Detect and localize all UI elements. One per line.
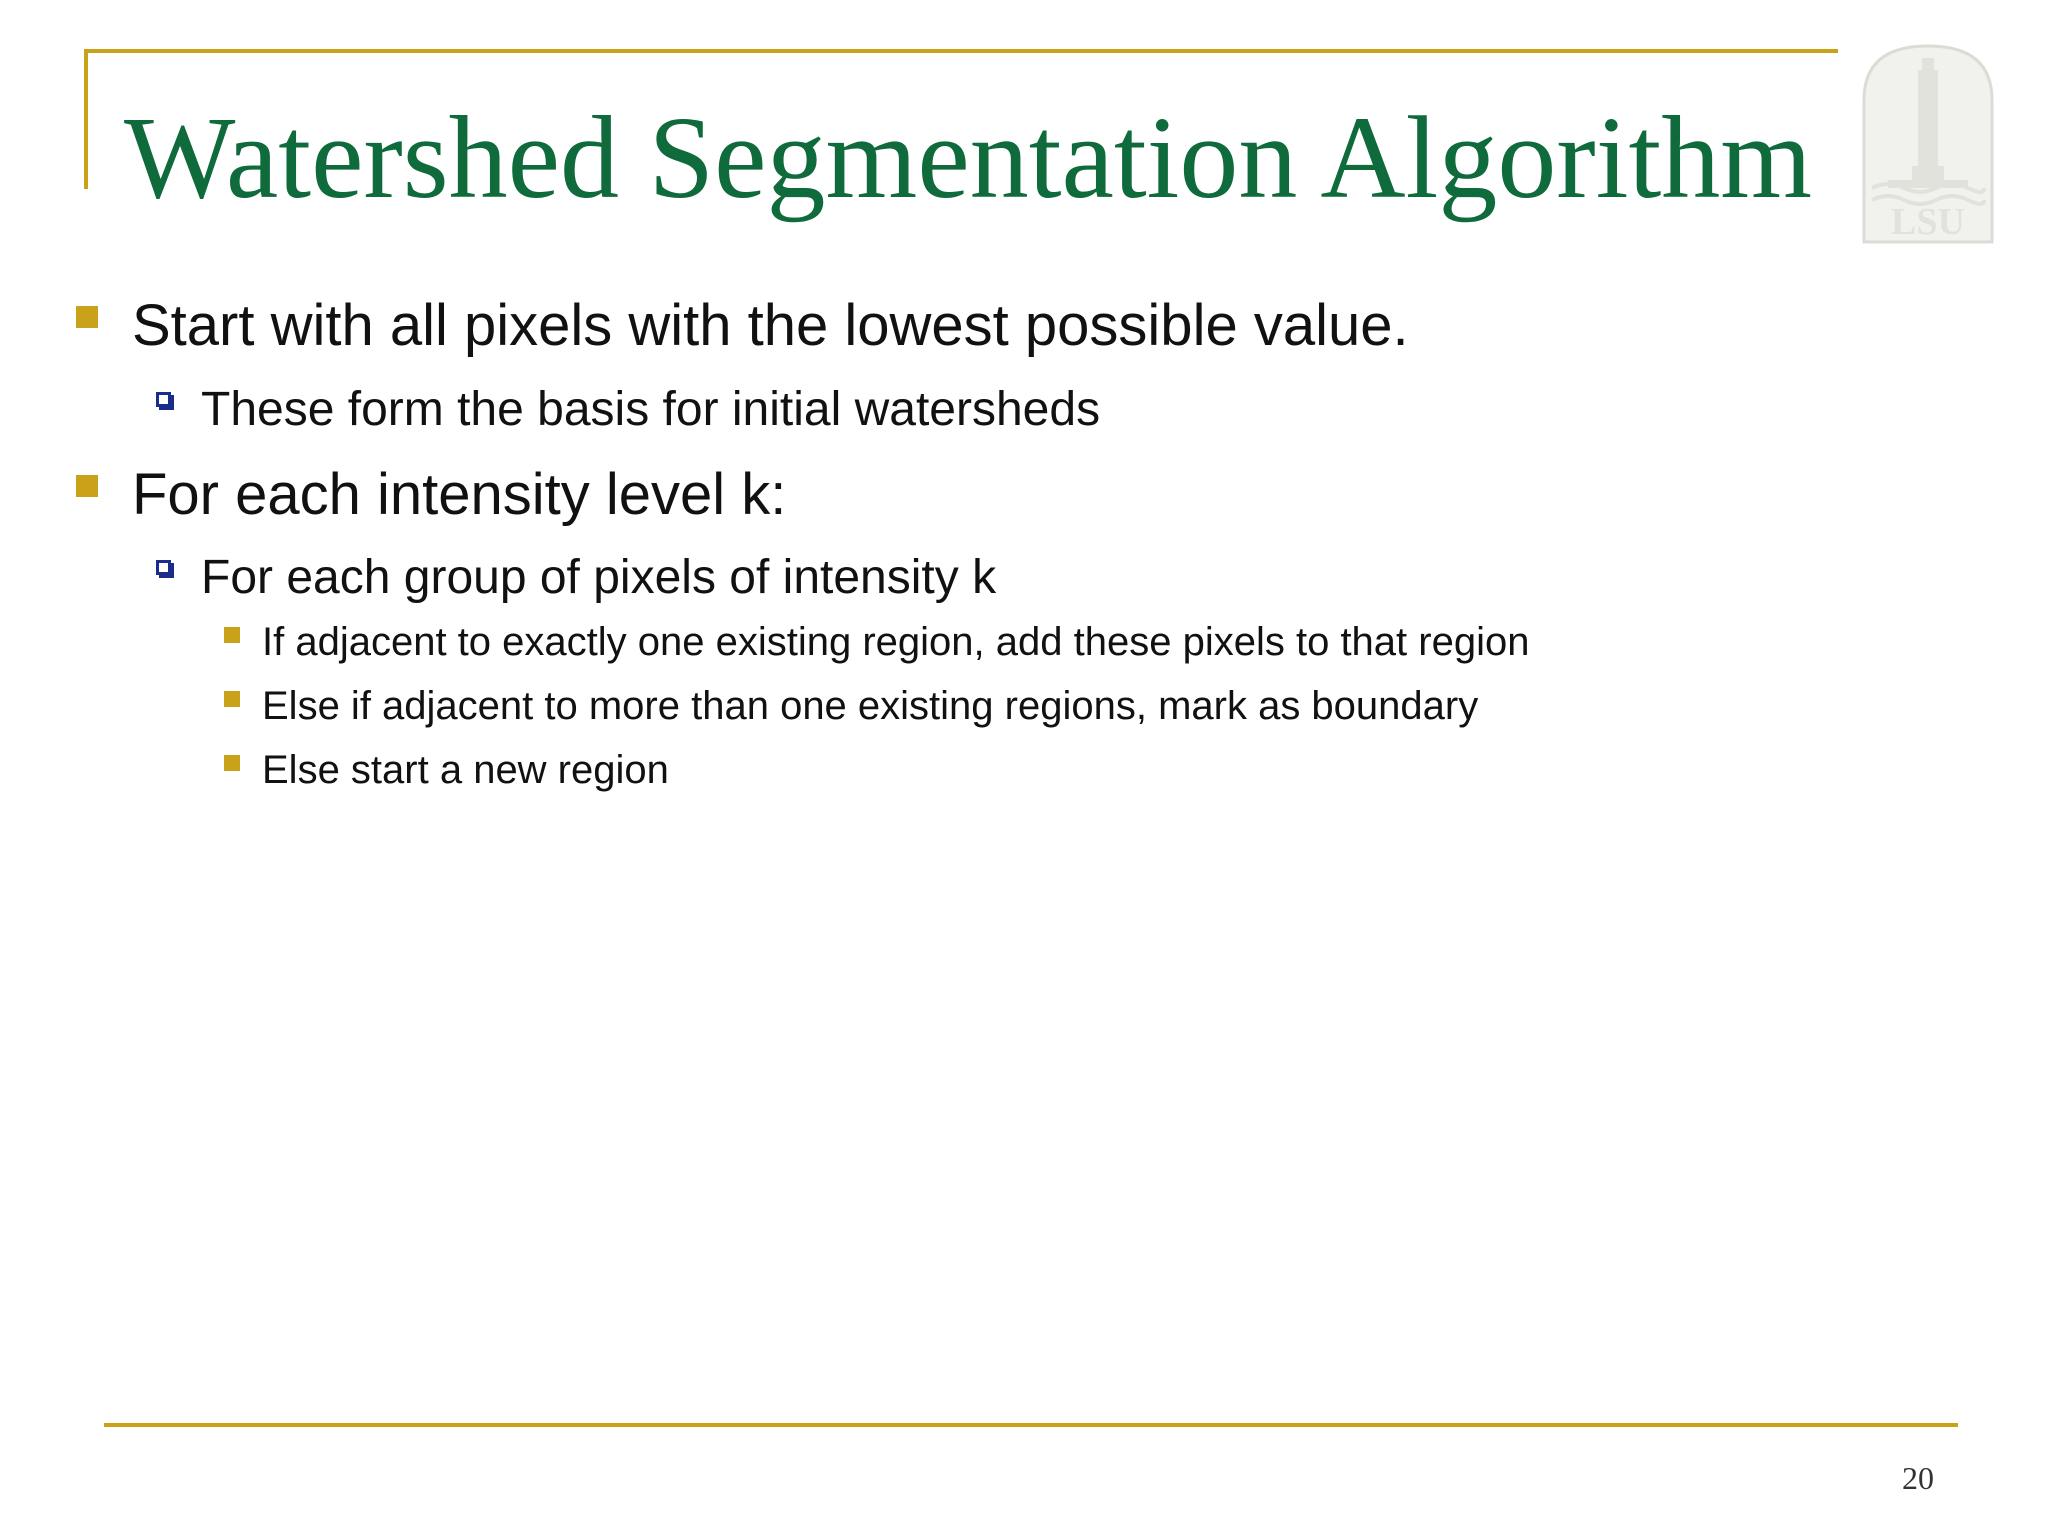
sub-sub-bullet-item: Else start a new region: [262, 748, 669, 792]
bullet-marker-square-icon: [224, 627, 240, 643]
bullet-marker-hollow-square-icon: [156, 392, 171, 407]
sub-bullet-item: For each group of pixels of intensity k: [201, 551, 997, 604]
sub-sub-bullet-item: Else if adjacent to more than one existing regions, mark as boundary: [262, 684, 1479, 728]
bullet-marker-square-icon: [76, 306, 98, 328]
sub-sub-bullet-item: If adjacent to exactly one existing region, add these pixels to that region: [262, 620, 1530, 664]
lsu-tower-logo-icon: [1858, 40, 1998, 244]
bullet-marker-square-icon: [76, 475, 98, 497]
bullet-item: Start with all pixels with the lowest possible value.: [132, 293, 1409, 358]
bullet-marker-square-icon: [224, 691, 240, 707]
title-frame-top-rule: [84, 49, 1838, 53]
bullet-marker-square-icon: [224, 755, 240, 771]
title-frame-left-rule: [84, 49, 88, 189]
logo-text: LSU: [1891, 201, 1965, 243]
bullet-item: For each intensity level k:: [132, 462, 787, 527]
footer-rule: [104, 1423, 1958, 1427]
sub-bullet-item: These form the basis for initial watersheds: [201, 383, 1101, 436]
page-number: 20: [1902, 1460, 1934, 1496]
bullet-marker-hollow-square-icon: [156, 560, 171, 575]
slide-title: Watershed Segmentation Algorithm: [124, 92, 1813, 223]
